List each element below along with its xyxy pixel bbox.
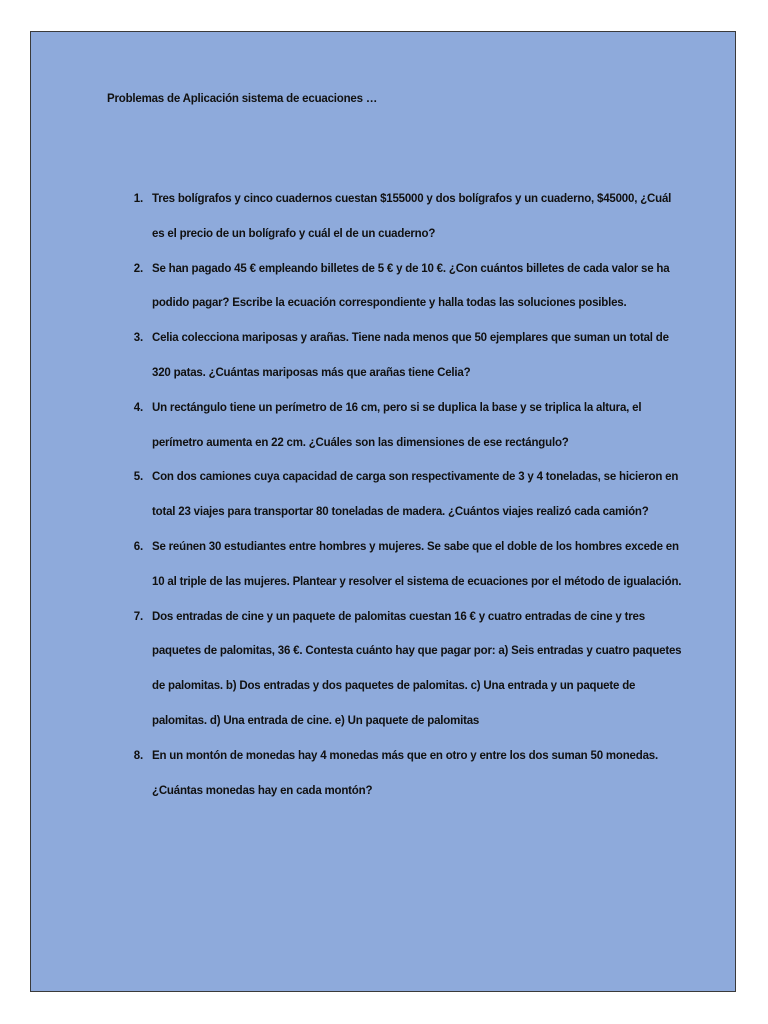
problem-text: Celia colecciona mariposas y arañas. Tiene nada menos que 50 ejemplares que suman un total de 320 patas. ¿Cuántas mariposas más que arañas tiene Celia? [152, 332, 669, 379]
problem-number: 7. [133, 610, 143, 623]
list-item [123, 391, 683, 461]
problem-text: Tres bolígrafos y cinco cuadernos cuestan $155000 y dos bolígrafos y un cuaderno, $45000, ¿Cuál es el precio de un bolígrafo y cuál el de un cuaderno? [152, 193, 672, 240]
problem-text: En un montón de monedas hay 4 monedas más que en otro y entre los dos suman 50 monedas. ¿Cuántas monedas hay en cada montón? [152, 749, 658, 797]
list-item [123, 460, 683, 530]
list-item [123, 739, 683, 809]
problem-text: Un rectángulo tiene un perímetro de 16 cm, pero si se duplica la base y se triplica la altura, el perímetro aumenta en 22 cm. ¿Cuáles son las dimensiones de ese rectángulo? [152, 401, 642, 449]
list-item [123, 252, 683, 322]
problem-list [123, 182, 683, 808]
list-item [123, 530, 683, 600]
problem-number: 8. [133, 749, 143, 762]
problem-text: Dos entradas de cine y un paquete de palomitas cuestan 16 € y cuatro entradas de cine y tres paquetes de palomitas, 36 €. Contesta cuánto hay que pagar por: a) Seis entradas y cuatro paquetes de palomitas. b) Dos entradas y dos paquetes de palomitas. c) Una entrada y un paquete de palomitas. d) Una entrada de cine. e) Un paquete de palomitas [152, 610, 682, 727]
list-item [123, 600, 683, 739]
list-item [123, 321, 683, 391]
problem-number: 4. [133, 401, 143, 414]
problem-number: 1. [133, 193, 143, 205]
problem-number: 3. [133, 332, 143, 345]
document-page [30, 31, 736, 992]
problem-number: 6. [133, 540, 143, 553]
problem-text: Se reúnen 30 estudiantes entre hombres y mujeres. Se sabe que el doble de los hombres excede en 10 al triple de las mujeres. Plantear y resolver el sistema de ecuaciones por el método de igualación. [152, 540, 682, 588]
page-title: Problemas de Aplicación sistema de ecuaciones … [107, 93, 378, 105]
problem-number: 5. [133, 471, 143, 484]
problem-text: Con dos camiones cuya capacidad de carga son respectivamente de 3 y 4 toneladas, se hicieron en total 23 viajes para transportar 80 toneladas de madera. ¿Cuántos viajes realizó cada camión? [152, 471, 679, 519]
problem-text: Se han pagado 45 € empleando billetes de 5 € y de 10 €. ¿Con cuántos billetes de cada valor se ha podido pagar? Escribe la ecuación correspondiente y halla todas las soluciones posibles. [152, 262, 670, 310]
problem-number: 2. [133, 262, 143, 275]
list-item [123, 182, 683, 252]
